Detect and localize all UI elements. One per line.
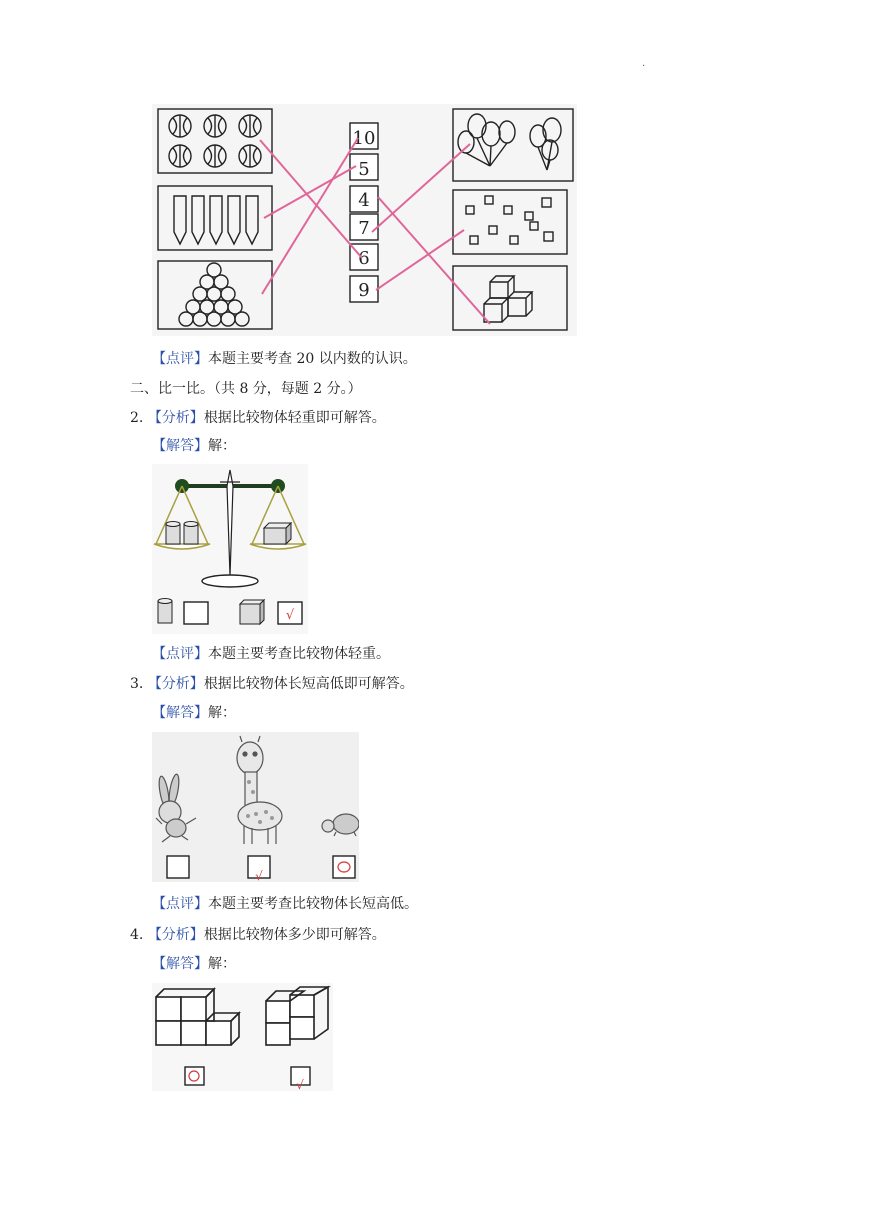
- check-mark: √: [255, 869, 263, 882]
- check-mark: √: [296, 1078, 304, 1091]
- number-5: 5: [358, 159, 370, 180]
- q3-number: 3.: [130, 676, 144, 692]
- review-tag: 【点评】: [152, 646, 208, 662]
- answer-box-left: [185, 1067, 204, 1085]
- analysis-tag: 【分析】: [147, 410, 204, 426]
- section-2-title: 二、比一比。（共 8 分，每题 2 分。）: [130, 381, 362, 397]
- review-text: 本题主要考查 20 以内数的认识。: [208, 351, 417, 367]
- number-4: 4: [358, 190, 370, 211]
- cube-icon: [264, 523, 291, 544]
- q3-analysis: [130, 675, 414, 693]
- answer-box-cylinder: [184, 602, 208, 624]
- answer-tag: 【解答】: [152, 705, 208, 721]
- q2-answer: [152, 437, 236, 455]
- cubes-figure: [152, 983, 333, 1091]
- animals-figure: [152, 732, 359, 882]
- analysis-tag: 【分析】: [147, 676, 204, 692]
- answer-box-rabbit: [167, 856, 189, 878]
- number-6: 6: [358, 248, 370, 269]
- number-7: 7: [358, 218, 370, 239]
- check-mark: √: [285, 608, 295, 623]
- cube-icon: [240, 600, 264, 624]
- q2-number: 2.: [130, 410, 144, 426]
- review-text: 本题主要考查比较物体长短高低。: [208, 896, 418, 912]
- analysis-text: 根据比较物体长短高低即可解答。: [203, 676, 414, 692]
- balance-figure: [152, 464, 308, 634]
- q4-number: 4.: [130, 927, 144, 943]
- answer-text: 解：: [208, 956, 236, 972]
- q2-analysis: [130, 409, 386, 427]
- number-10: 10: [352, 128, 376, 149]
- header-mark: .: [642, 58, 646, 69]
- q3-answer: [152, 704, 236, 722]
- review-tag: 【点评】: [152, 896, 208, 912]
- analysis-tag: 【分析】: [147, 927, 204, 943]
- matching-figure: [152, 104, 577, 336]
- q3-review: [152, 895, 418, 913]
- q2-review: [152, 645, 390, 663]
- analysis-text: 根据比较物体多少即可解答。: [203, 927, 386, 943]
- q4-answer: [152, 955, 236, 973]
- number-9: 9: [358, 280, 370, 301]
- review-tag: 【点评】: [152, 351, 208, 367]
- answer-text: 解：: [208, 705, 236, 721]
- analysis-text: 根据比较物体轻重即可解答。: [203, 410, 386, 426]
- answer-text: 解：: [208, 438, 236, 454]
- review-1: [152, 350, 417, 368]
- answer-tag: 【解答】: [152, 956, 208, 972]
- q4-analysis: [130, 926, 386, 944]
- cylinder-icon: [158, 599, 172, 624]
- review-text: 本题主要考查比较物体轻重。: [208, 646, 390, 662]
- answer-box-turtle: [333, 856, 355, 878]
- answer-tag: 【解答】: [152, 438, 208, 454]
